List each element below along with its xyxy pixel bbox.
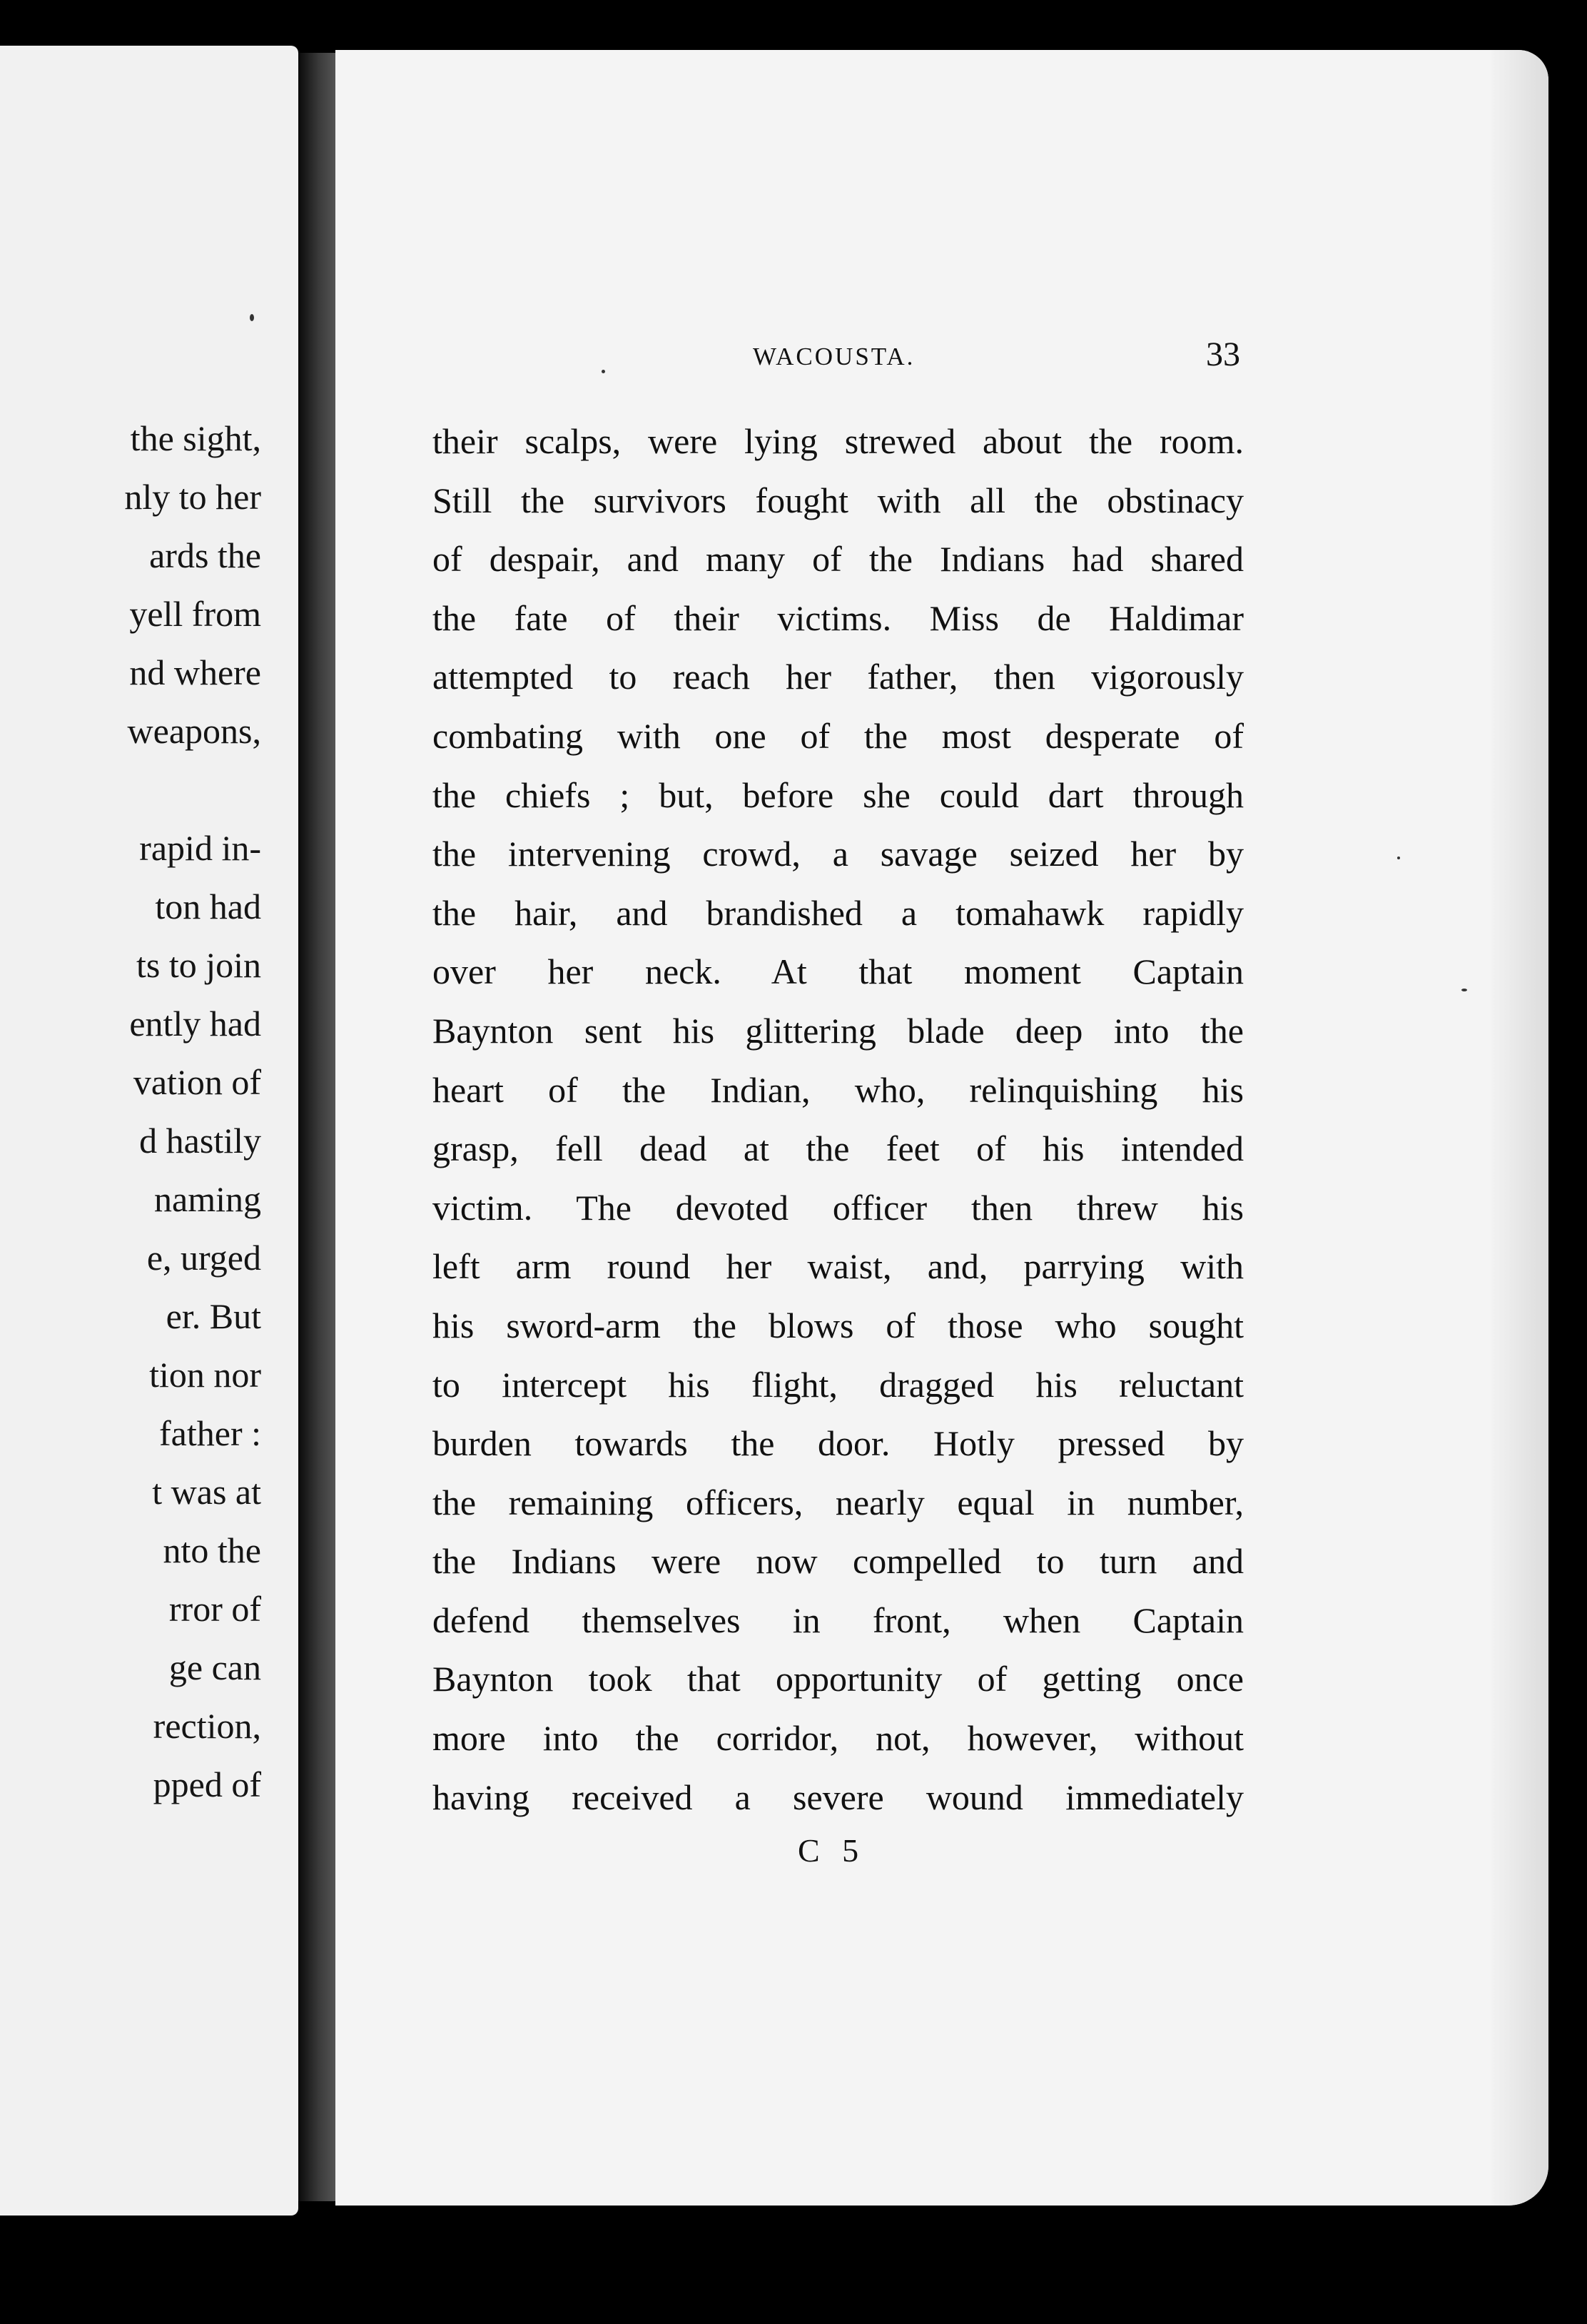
text-line: attempted to reach her father, then vigorously [432,657,1244,697]
left-page-line: ton had [155,886,261,926]
ink-speck [250,314,254,321]
text-line: combating with one of the most desperate of [432,715,1244,756]
text-line: victim. The devoted officer then threw his [432,1187,1244,1228]
left-page-line: ts to join [136,945,261,985]
text-line: the remaining officers, nearly equal in number, [432,1482,1244,1522]
left-page-line: e, urged [146,1238,261,1278]
body-text [432,412,1244,1827]
left-page-line: the sight, [130,418,261,458]
text-line: Baynton sent his glittering blade deep into the [432,1010,1244,1051]
text-line: the chiefs ; but, before she could dart through [432,774,1244,815]
text-line: Still the survivors fought with all the obstinacy [432,480,1244,520]
ink-speck [1397,857,1400,859]
text-line: more into the corridor, not, however, without [432,1718,1244,1759]
text-line: the intervening crowd, a savage seized her by [432,834,1244,874]
text-line: his sword-arm the blows of those who sought [432,1305,1244,1345]
text-line: grasp, fell dead at the feet of his intended [432,1128,1244,1169]
ink-speck [602,370,605,373]
left-page-line: er. But [166,1296,261,1336]
left-page-line: ards the [149,535,261,575]
left-page-line: nly to her [124,477,261,517]
text-line: the Indians were now compelled to turn and [432,1541,1244,1582]
left-page-line: weapons, [127,711,261,751]
text-line: heart of the Indian, who, relinquishing his [432,1069,1244,1110]
left-page-line: yell from [129,594,261,634]
text-line: their scalps, were lying strewed about the room. [432,421,1244,461]
left-page-line: nd where [129,652,261,692]
page-number: 33 [1206,335,1240,373]
left-page-line: d hastily [139,1121,261,1161]
left-page-line: rror of [168,1589,261,1629]
left-page-line: tion nor [149,1355,261,1395]
text-line: over her neck. At that moment Captain [432,951,1244,992]
signature-mark: C 5 [798,1832,866,1869]
left-page-line: ge can [168,1647,261,1687]
text-line: the hair, and brandished a tomahawk rapidly [432,892,1244,933]
left-page [0,46,298,2216]
ink-speck [1461,989,1467,991]
text-line: Baynton took that opportunity of getting once [432,1659,1244,1699]
text-line: having received a severe wound immediately [432,1777,1244,1817]
left-page-line: vation of [133,1062,261,1102]
text-line: the fate of their victims. Miss de Haldimar [432,597,1244,638]
left-page-line: rection, [153,1706,261,1746]
left-page-line: ently had [129,1004,261,1044]
left-page-line: pped of [153,1764,261,1804]
page-edge-shadow [1491,50,1548,2206]
left-page-line: naming [154,1179,261,1219]
running-title: WACOUSTA. [753,343,916,370]
text-line: of despair, and many of the Indians had shared [432,539,1244,580]
left-page-line: nto the [163,1530,261,1570]
text-line: defend themselves in front, when Captain [432,1600,1244,1640]
left-page-line: t was at [152,1472,261,1512]
text-line: left arm round her waist, and, parrying with [432,1246,1244,1287]
text-line: burden towards the door. Hotly pressed by [432,1423,1244,1464]
left-page-line: father : [159,1413,261,1453]
left-page-line: rapid in- [139,828,261,868]
text-line: to intercept his flight, dragged his reluctant [432,1364,1244,1405]
